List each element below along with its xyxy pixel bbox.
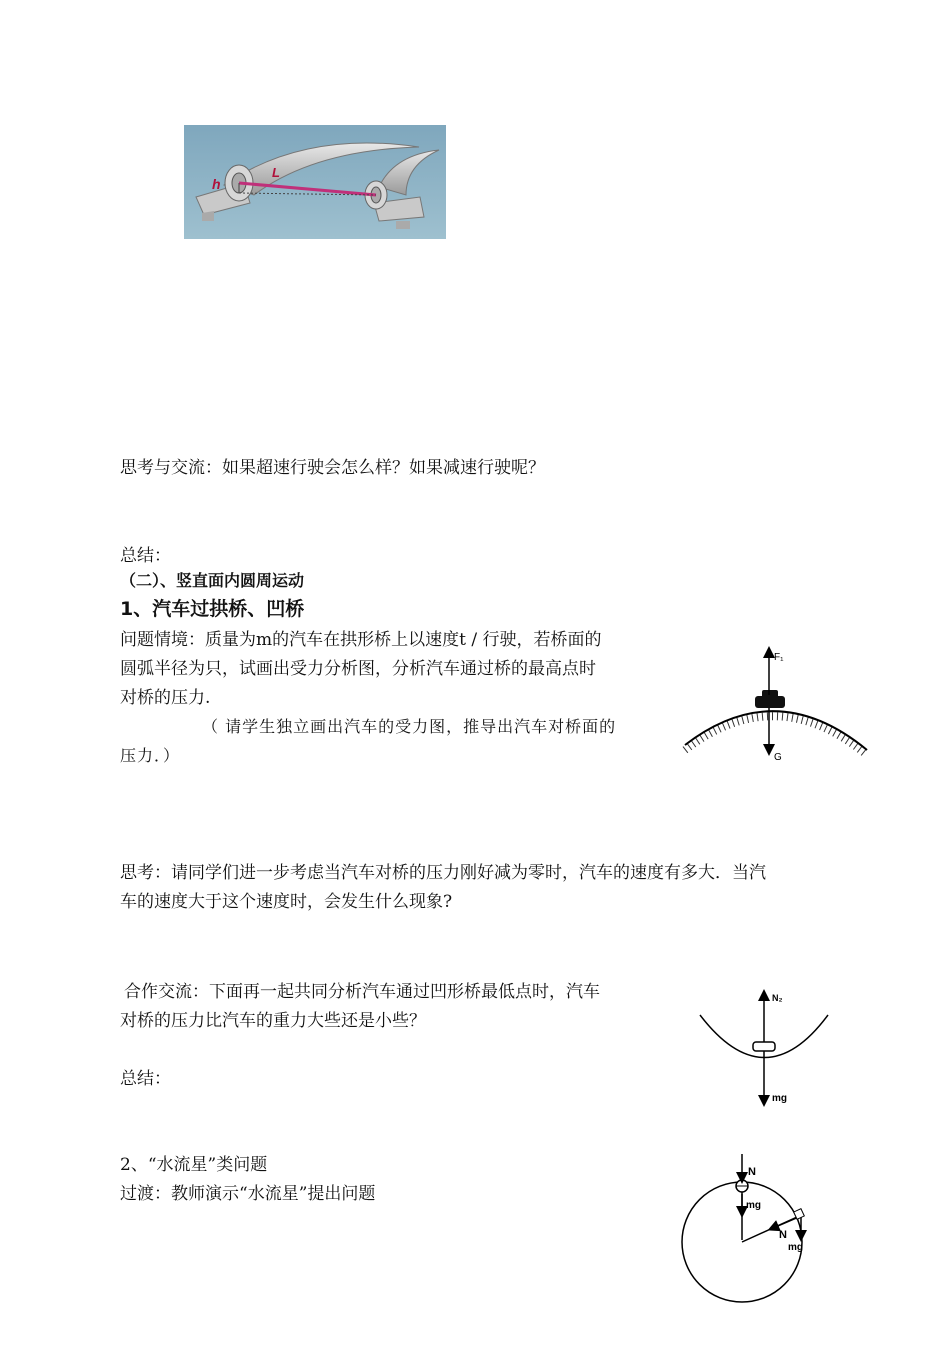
think-discussion-1: 思考与交流：如果超速行驶会怎么样？如果减速行驶呢？ [120, 458, 545, 478]
problem-note-1: （ 请学生独立画出汽车的受力图，推导出汽车对桥面的 [202, 717, 617, 736]
problem-line-1: 问题情境：质量为m的汽车在拱形桥上以速度t / 行驶，若桥面的 [120, 630, 602, 650]
topic-heading-1: 1、汽车过拱桥、凹桥 [120, 598, 305, 620]
rail-curve-figure [184, 125, 446, 239]
topic-heading-2: 2、“水流星”类问题 [120, 1155, 268, 1175]
concave-bridge-figure [695, 985, 835, 1110]
arch-force-up: F₁ [774, 652, 784, 663]
coop-line-2: 对桥的压力比汽车的重力大些还是小些？ [120, 1011, 426, 1031]
circle-top-n: N [748, 1166, 756, 1178]
think2-line-2: 车的速度大于这个速度时，会发生什么现象? [120, 892, 453, 912]
concave-force-down: mg [772, 1093, 787, 1104]
circle-side-n: N [779, 1229, 787, 1241]
label-l: L [272, 165, 280, 180]
arch-force-down: G [774, 752, 782, 762]
summary-label-1: 总结： [120, 546, 171, 566]
problem-line-2: 圆弧半径为只，试画出受力分析图，分析汽车通过桥的最高点时 [120, 659, 596, 679]
coop-line-1: 合作交流：下面再一起共同分析汽车通过凹形桥最低点时，汽车 [124, 982, 600, 1002]
summary-label-2: 总结： [120, 1069, 171, 1089]
circle-top-mg: mg [746, 1200, 761, 1211]
section-heading: （二）、竖直面内圆周运动 [120, 571, 305, 590]
problem-line-3: 对桥的压力. [120, 688, 211, 708]
think2-line-1: 思考：请同学们进一步考虑当汽车对桥的压力刚好减为零时，汽车的速度有多大．当汽 [120, 863, 766, 883]
arch-bridge-figure [680, 640, 872, 762]
problem-note-2: 压力．） [120, 746, 181, 765]
circle-side-mg: mg [788, 1242, 803, 1253]
transition-text: 过渡：教师演示“水流星”提出问题 [120, 1184, 376, 1204]
concave-force-up: N₂ [772, 993, 783, 1003]
circle-motion-figure [675, 1150, 825, 1310]
label-h: h [212, 176, 221, 192]
